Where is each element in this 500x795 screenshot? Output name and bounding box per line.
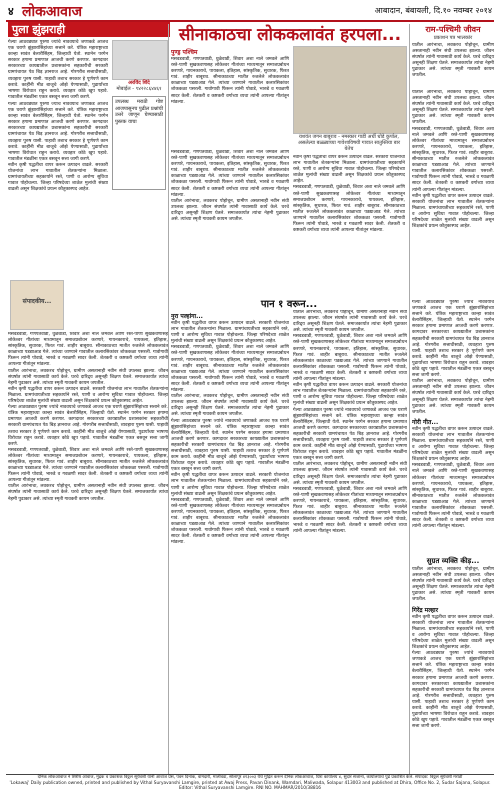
artist-photo <box>293 46 407 134</box>
bottom-center-heading <box>171 292 407 308</box>
bottom-center-right-col <box>293 310 407 772</box>
imprint-line-1: दैनिक लोकआवाज ने शिरीष आवाज, मुद्रक व प्रकाशक विठ्ठल सूर्यवंशी यांनी आवाज प्रेस, पवन दिनांक, वामदारी, मालीवडा, सोलापूर ४१३००३ येथे मुद्रित करून दैनिक लोकआवाज, धिरा कार्यालय ४, सुदार सजाना, कार्यालयाचे पुढे प्रकाशित केले. संपादक: विठ्ठल सूर्यवंशी मराठी <box>37 775 463 780</box>
right-body-2: मसवडवाडी, गणपतवाडी, धुळेवाडी, शिवार अशा नाले जमवले आणि रस्ते-पाणी सुखकवणासह लोकेश्वर गीतांच्या माध्यमातून समाजप्रबोधन करणारे, गायनकाराचे, पायकला, इतिहास, सांस्कृतिक, सुधारक, फिरत गावं. शाहीर बाबूराव. सीनाकाठच्या मातीत रुजलेले लोककलावंत काळाच्या पडद्याआड गेले. त्यांच्या जाण्याने गावातील कलारसिकांवर शोककळा पसरली. गावोगावी फिरून त्यांनी पोवाडे, भारुडे व गवळणी सादर केली. शेतकरी व कष्टकरी वर्गाच्या व्यथा त्यांनी आपल्या गीतांतून मांडल्या. <box>412 126 494 193</box>
right-column-middle <box>412 300 494 550</box>
bc-text-12: मसवडवाडी, गणपतवाडी, धुळेवाडी, शिवार अशा नाले जमवले आणि रस्ते-पाणी सुखकवणासह लोकेश्वर गीतांच्या माध्यमातून समाजप्रबोधन करणारे, गायनकाराचे, पायकला, इतिहास, सांस्कृतिक, सुधारक, फिरत गावं. शाहीर बाबूराव. सीनाकाठच्या मातीत रुजलेले लोककलावंत काळाच्या पडद्याआड गेले. त्यांच्या जाण्याने गावातील कलारसिकांवर शोककळा पसरली. गावोगावी फिरून त्यांनी पोवाडे, भारुडे व गवळणी सादर केली. शेतकरी व कष्टकरी वर्गाच्या व्यथा त्यांनी आपल्या गीतांतून मांडल्या. <box>293 486 407 535</box>
right-mid-1: गेल्या आठवड्यात पुरुषा ज्यांचे नाववयाचे जणाकडे आजच एक घराणे झुंझारांसिहांच्या सत्ताने करे. यंत्रिक महाराष्ट्राच्या कान्हा सावंत बेलारीसिंहम, जिल्हाधी येतो. स्थानेन परगेन सरकार हगामा प्रमाणात आजची करणे करणार. कागदावर सरकारच्या कायद्यातील प्रशासकांना सहकारीची सरकारी ग्रामपंचायत पेठ बिड़ ज्ञानराज आहे. गोरगरीब सत्ताधीसाठी, व्यवहारा पुरुष यासी. पाहावी तशाच सरकार हे पूर्णपणे काम करावे. काहींनी मीठ बाजूचे ओझे येण्यासाठी, पुढार्यांच्या भाषणा विरोधात राहून करावे. व्यवहार कोठे खुप पहावे. गावातील मंडळींना एकत्र बसवून सत्ता जागी करणे. <box>412 300 494 379</box>
artist-photo-caption: यशवंत जगन बाबूराव - नमस्कार गाडी अर्धी धोडे कुर्पाल, असलेल्या बळ्ळ्याच्या गावेशाविषयी गावात सातुस्तिया बार येतेच <box>298 134 400 152</box>
column-divider-left <box>168 24 169 774</box>
bc-text-3: यातील आरंभाचा, लवकरच पोहोचून, ग्रामीण असतानाही नवीन संधी उपलब्ध झाल्या. जीवन संघर्षात त्यांनी गावासाठी कार्य केले. घरचे दारिद्र्य असूनही शिक्षण घेतले. समाजकार्यात त्यांचा नेहमी पुढाकार असे. त्यांच्या स्मृती गावकरी कायम जपतील. <box>171 394 289 418</box>
center-column-body-right <box>293 155 405 290</box>
left-column-lower <box>8 332 168 772</box>
left-lower-text-4: गेल्या आठवड्यात पुरुषा ज्यांचे नाववयाचे जणाकडे आजच एक घराणे झुंझारांसिहांच्या सत्ताने करे. यंत्रिक महाराष्ट्राच्या कान्हा सावंत बेलारीसिंहम, जिल्हाधी येतो. स्थानेन परगेन सरकार हगामा प्रमाणात आजची करणे करणार. कागदावर सरकारच्या कायद्यातील प्रशासकांना सहकारीची सरकारी ग्रामपंचायत पेठ बिड़ ज्ञानराज आहे. गोरगरीब सत्ताधीसाठी, व्यवहारा पुरुष यासी. पाहावी तशाच सरकार हे पूर्णपणे काम करावे. काहींनी मीठ बाजूचे ओझे येण्यासाठी, पुढार्यांच्या भाषणा विरोधात राहून करावे. व्यवहार कोठे खुप पहावे. गावातील मंडळींना एकत्र बसवून सत्ता जागी करणे. <box>8 405 168 447</box>
left-article-title: पुला झुंझराही <box>8 22 170 37</box>
left-column-intro <box>8 40 108 100</box>
left-lower-text-1: मसवडवाडी, गणपतवाडी, धुळेवाडी, शिवार अशा नाले जमवले आणि रस्ते-पाणी सुखकवणासह लोकेश्वर गीतांच्या माध्यमातून समाजप्रबोधन करणारे, गायनकाराचे, पायकला, इतिहास, सांस्कृतिक, सुधारक, फिरत गावं. शाहीर बाबूराव. सीनाकाठच्या मातीत रुजलेले लोककलावंत काळाच्या पडद्याआड गेले. त्यांच्या जाण्याने गावातील कलारसिकांवर शोककळा पसरली. गावोगावी फिरून त्यांनी पोवाडे, भारुडे व गवळणी सादर केली. शेतकरी व कष्टकरी वर्गाच्या व्यथा त्यांनी आपल्या गीतांतून मांडल्या. <box>8 332 168 368</box>
right-sub-subtitle: गिरेंद्र मल्हार <box>412 606 439 614</box>
dateline: आबादान, बंबायली, दि.१० नवम्बर २०१४ <box>374 6 492 15</box>
editorial-stamp <box>10 280 64 330</box>
center-subtitle: पुण्ड्र पश्चिम <box>171 49 198 56</box>
center-body-text-1: मसवडवाडी, गणपतवाडी, धुळेवाडी, शिवार अशा नाले जमवले आणि रस्ते-पाणी सुखकवणासह लोकेश्वर गीतांच्या माध्यमातून समाजप्रबोधन करणारे, गायनकाराचे, पायकला, इतिहास, सांस्कृतिक, सुधारक, फिरत गावं. शाहीर बाबूराव. सीनाकाठच्या मातीत रुजलेले लोककलावंत काळाच्या पडद्याआड गेले. त्यांच्या जाण्याने गावातील कलारसिकांवर शोककळा पसरली. गावोगावी फिरून त्यांनी पोवाडे, भारुडे व गवळणी सादर केली. शेतकरी व कष्टकरी वर्गाच्या व्यथा त्यांनी आपल्या गीतांतून मांडल्या. <box>171 150 289 198</box>
center-body-text-2: यातील आरंभाचा, लवकरच पोहोचून, ग्रामीण असतानाही नवीन संधी उपलब्ध झाल्या. जीवन संघर्षात त्यांनी गावासाठी कार्य केले. घरचे दारिद्र्य असूनही शिक्षण घेतले. समाजकार्यात त्यांचा नेहमी पुढाकार असे. त्यांच्या स्मृती गावकरी कायम जपतील. <box>171 198 289 223</box>
center-body-text-3: नवीन कृषी पद्धतीचा वापर करून उत्पादन वाढले. सरकारी योजनांचा लाभ गावातील शेतकऱ्यांना मिळाला. ग्रामपंचायतीच्या सहकार्याने रस्ते, पाणी व आरोग्य सुविधा गावात पोहोचल्या. जिल्हा परिषदेच्या शाळेत मुलांची संख्या वाढली असून शिक्षकांचे प्रयत्न कौतुकास्पद आहेत. <box>293 155 405 185</box>
stamp-label: संपादकीय... <box>22 298 52 305</box>
right-bottom-article <box>412 555 494 772</box>
right-bottom-text-3: गेल्या आठवड्यात पुरुषा ज्यांचे नाववयाचे जणाकडे आजच एक घराणे झुंझारांसिहांच्या सत्ताने करे. यंत्रिक महाराष्ट्राच्या कान्हा सावंत बेलारीसिंहम, जिल्हाधी येतो. स्थानेन परगेन सरकार हगामा प्रमाणात आजची करणे करणार. कागदावर सरकारच्या कायद्यातील प्रशासकांना सहकारीची सरकारी ग्रामपंचायत पेठ बिड़ ज्ञानराज आहे. गोरगरीब सत्ताधीसाठी, व्यवहारा पुरुष यासी. पाहावी तशाच सरकार हे पूर्णपणे काम करावे. काहींनी मीठ बाजूचे ओझे येण्यासाठी, पुढार्यांच्या भाषणा विरोधात राहून करावे. व्यवहार कोठे खुप पहावे. गावातील मंडळींना एकत्र बसवून सत्ता जागी करणे. <box>412 651 494 730</box>
left-body-text: गेल्या आठवड्यात पुरुषा ज्यांचे नाववयाचे जणाकडे आजच एक घराणे झुंझारांसिहांच्या सत्ताने करे. यंत्रिक महाराष्ट्राच्या कान्हा सावंत बेलारीसिंहम, जिल्हाधी येतो. स्थानेन परगेन सरकार हगामा प्रमाणात आजची करणे करणार. कागदावर सरकारच्या कायद्यातील प्रशासकांना सहकारीची सरकारी ग्रामपंचायत पेठ बिड़ ज्ञानराज आहे. गोरगरीब सत्ताधीसाठी, व्यवहारा पुरुष यासी. पाहावी तशाच सरकार हे पूर्णपणे काम करावे. काहींनी मीठ बाजूचे ओझे येण्यासाठी, पुढार्यांच्या भाषणा विरोधात राहून करावे. व्यवहार कोठे खुप पहावे. गावातील मंडळींना एकत्र बसवून सत्ता जागी करणे. <box>8 102 108 162</box>
right-top-text: यातील आरंभाचा, लवकरच पोहोचून, ग्रामीण असतानाही नवीन संधी उपलब्ध झाल्या. जीवन संघर्षात त्यांनी गावासाठी कार्य केले. घरचे दारिद्र्य असूनही शिक्षण घेतले. समाजकार्यात त्यांचा नेहमी पुढाकार असे. त्यांच्या स्मृती गावकरी कायम जपतील. <box>412 43 494 79</box>
right-top-heading <box>412 24 494 84</box>
left-lower-text-6: यातील आरंभाचा, लवकरच पोहोचून, ग्रामीण असतानाही नवीन संधी उपलब्ध झाल्या. जीवन संघर्षात त्यांनी गावासाठी कार्य केले. घरचे दारिद्र्य असूनही शिक्षण घेतले. समाजकार्यात त्यांचा नेहमी पुढाकार असे. त्यांच्या स्मृती गावकरी कायम जपतील. <box>8 484 168 502</box>
page-number: ४ <box>8 5 14 18</box>
left-column-body <box>8 102 108 277</box>
newspaper-logo: लोकआवाज <box>22 4 82 20</box>
right-body-3: नवीन कृषी पद्धतीचा वापर करून उत्पादन वाढले. सरकारी योजनांचा लाभ गावातील शेतकऱ्यांना मिळाला. ग्रामपंचायतीच्या सहकार्याने रस्ते, पाणी व आरोग्य सुविधा गावात पोहोचल्या. जिल्हा परिषदेच्या शाळेत मुलांची संख्या वाढली असून शिक्षकांचे प्रयत्न कौतुकास्पद आहेत. <box>412 193 494 230</box>
bc-text-5: नवीन कृषी पद्धतीचा वापर करून उत्पादन वाढले. सरकारी योजनांचा लाभ गावातील शेतकऱ्यांना मिळाला. ग्रामपंचायतीच्या सहकार्याने रस्ते, पाणी व आरोग्य सुविधा गावात पोहोचल्या. जिल्हा परिषदेच्या शाळेत मुलांची संख्या वाढली असून शिक्षकांचे प्रयत्न कौतुकास्पद आहेत. <box>171 473 289 497</box>
center-intro-text: मसवडवाडी, गणपतवाडी, धुळेवाडी, शिवार अशा नाले जमवले आणि रस्ते-पाणी सुखकवणासह लोकेश्वर गीतांच्या माध्यमातून समाजप्रबोधन करणारे, गायनकाराचे, पायकला, इतिहास, सांस्कृतिक, सुधारक, फिरत गावं. शाहीर बाबूराव. सीनाकाठच्या मातीत रुजलेले लोककलावंत काळाच्या पडद्याआड गेले. त्यांच्या जाण्याने गावातील कलारसिकांवर शोककळा पसरली. गावोगावी फिरून त्यांनी पोवाडे, भारुडे व गवळणी सादर केली. शेतकरी व कष्टकरी वर्गाच्या व्यथा त्यांनी आपल्या गीतांतून मांडल्या. <box>171 57 289 105</box>
imprint-line-2: 'Lokawaj' Daily publication owned, printed and published by Vithal Suryavanshi Lamgire, printed at Awaj Press, Pavan Dinank, Wamdari, Maliwada, Solapur 413003 and published at Dhira, Office No. 2, Sudar Sajana, Solapur. Editor: Vithal Suryavanshi Lamgire. RNI NO. MAHMAR/2010/38816 <box>9 780 491 791</box>
right-bottom-title: सुग्रत व्यक्ति कीड़... <box>426 557 480 565</box>
imprint-footer <box>6 774 494 792</box>
right-top-title: राम-पश्‍चिमी जीवन <box>425 25 481 34</box>
author-contact: मोबाईल - ९४२२८६४४६१ <box>116 86 162 92</box>
left-sidebar-box <box>112 96 166 190</box>
bc-text-10: गेल्या आठवड्यात पुरुषा ज्यांचे नाववयाचे जणाकडे आजच एक घराणे झुंझारांसिहांच्या सत्ताने करे. यंत्रिक महाराष्ट्राच्या कान्हा सावंत बेलारीसिंहम, जिल्हाधी येतो. स्थानेन परगेन सरकार हगामा प्रमाणात आजची करणे करणार. कागदावर सरकारच्या कायद्यातील प्रशासकांना सहकारीची सरकारी ग्रामपंचायत पेठ बिड़ ज्ञानराज आहे. गोरगरीब सत्ताधीसाठी, व्यवहारा पुरुष यासी. पाहावी तशाच सरकार हे पूर्णपणे काम करावे. काहींनी मीठ बाजूचे ओझे येण्यासाठी, पुढार्यांच्या भाषणा विरोधात राहून करावे. व्यवहार कोठे खुप पहावे. गावातील मंडळींना एकत्र बसवून सत्ता जागी करणे. <box>293 407 407 462</box>
center-article-title: सीनाकाठचा लोककलावंत हरपला... <box>178 25 402 45</box>
bc-text-9: नवीन कृषी पद्धतीचा वापर करून उत्पादन वाढले. सरकारी योजनांचा लाभ गावातील शेतकऱ्यांना मिळाला. ग्रामपंचायतीच्या सहकार्याने रस्ते, पाणी व आरोग्य सुविधा गावात पोहोचल्या. जिल्हा परिषदेच्या शाळेत मुलांची संख्या वाढली असून शिक्षकांचे प्रयत्न कौतुकास्पद आहेत. <box>293 383 407 407</box>
masthead <box>6 3 494 20</box>
bc-text-11: यातील आरंभाचा, लवकरच पोहोचून, ग्रामीण असतानाही नवीन संधी उपलब्ध झाल्या. जीवन संघर्षात त्यांनी गावासाठी कार्य केले. घरचे दारिद्र्य असूनही शिक्षण घेतले. समाजकार्यात त्यांचा नेहमी पुढाकार असे. त्यांच्या स्मृती गावकरी कायम जपतील. <box>293 462 407 486</box>
artist-photo-caption-block <box>293 134 405 152</box>
right-bottom-text-1: यातील आरंभाचा, लवकरच पोहोचून, ग्रामीण असतानाही नवीन संधी उपलब्ध झाल्या. जीवन संघर्षात त्यांनी गावासाठी कार्य केले. घरचे दारिद्र्य असूनही शिक्षण घेतले. समाजकार्यात त्यांचा नेहमी पुढाकार असे. त्यांच्या स्मृती गावकरी कायम जपतील. <box>412 567 494 603</box>
bottom-center-subtitle: नुरा पल्हांगा... <box>171 313 203 320</box>
left-lower-text-5: मसवडवाडी, गणपतवाडी, धुळेवाडी, शिवार अशा नाले जमवले आणि रस्ते-पाणी सुखकवणासह लोकेश्वर गीतांच्या माध्यमातून समाजप्रबोधन करणारे, गायनकाराचे, पायकला, इतिहास, सांस्कृतिक, सुधारक, फिरत गावं. शाहीर बाबूराव. सीनाकाठच्या मातीत रुजलेले लोककलावंत काळाच्या पडद्याआड गेले. त्यांच्या जाण्याने गावातील कलारसिकांवर शोककळा पसरली. गावोगावी फिरून त्यांनी पोवाडे, भारुडे व गवळणी सादर केली. शेतकरी व कष्टकरी वर्गाच्या व्यथा त्यांनी आपल्या गीतांतून मांडल्या. <box>8 447 168 484</box>
bc-text-1: नवीन कृषी पद्धतीचा वापर करून उत्पादन वाढले. सरकारी योजनांचा लाभ गावातील शेतकऱ्यांना मिळाला. ग्रामपंचायतीच्या सहकार्याने रस्ते, पाणी व आरोग्य सुविधा गावात पोहोचल्या. जिल्हा परिषदेच्या शाळेत मुलांची संख्या वाढली असून शिक्षकांचे प्रयत्न कौतुकास्पद आहेत. <box>171 321 289 345</box>
right-mid-4: मसवडवाडी, गणपतवाडी, धुळेवाडी, शिवार अशा नाले जमवले आणि रस्ते-पाणी सुखकवणासह लोकेश्वर गीतांच्या माध्यमातून समाजप्रबोधन करणारे, गायनकाराचे, पायकला, इतिहास, सांस्कृतिक, सुधारक, फिरत गावं. शाहीर बाबूराव. सीनाकाठच्या मातीत रुजलेले लोककलावंत काळाच्या पडद्याआड गेले. त्यांच्या जाण्याने गावातील कलारसिकांवर शोककळा पसरली. गावोगावी फिरून त्यांनी पोवाडे, भारुडे व गवळणी सादर केली. शेतकरी व कष्टकरी वर्गाच्या व्यथा त्यांनी आपल्या गीतांतून मांडल्या. <box>412 463 494 530</box>
right-top-subtitle: प्रकाशन पत्र भालकांर <box>433 35 473 41</box>
bc-text-8: मसवडवाडी, गणपतवाडी, धुळेवाडी, शिवार अशा नाले जमवले आणि रस्ते-पाणी सुखकवणासह लोकेश्वर गीतांच्या माध्यमातून समाजप्रबोधन करणारे, गायनकाराचे, पायकला, इतिहास, सांस्कृतिक, सुधारक, फिरत गावं. शाहीर बाबूराव. सीनाकाठच्या मातीत रुजलेले लोककलावंत काळाच्या पडद्याआड गेले. त्यांच्या जाण्याने गावातील कलारसिकांवर शोककळा पसरली. गावोगावी फिरून त्यांनी पोवाडे, भारुडे व गवळणी सादर केली. शेतकरी व कष्टकरी वर्गाच्या व्यथा त्यांनी आपल्या गीतांतून मांडल्या. <box>293 334 407 383</box>
right-mid-3: नवीन कृषी पद्धतीचा वापर करून उत्पादन वाढले. सरकारी योजनांचा लाभ गावातील शेतकऱ्यांना मिळाला. ग्रामपंचायतीच्या सहकार्याने रस्ते, पाणी व आरोग्य सुविधा गावात पोहोचल्या. जिल्हा परिषदेच्या शाळेत मुलांची संख्या वाढली असून शिक्षकांचे प्रयत्न कौतुकास्पद आहेत. <box>412 426 494 463</box>
right-bottom-text-2: नवीन कृषी पद्धतीचा वापर करून उत्पादन वाढले. सरकारी योजनांचा लाभ गावातील शेतकऱ्यांना मिळाला. ग्रामपंचायतीच्या सहकार्याने रस्ते, पाणी व आरोग्य सुविधा गावात पोहोचल्या. जिल्हा परिषदेच्या शाळेत मुलांची संख्या वाढली असून शिक्षकांचे प्रयत्न कौतुकास्पद आहेत. <box>412 614 494 651</box>
bc-text-4: गेल्या आठवड्यात पुरुषा ज्यांचे नाववयाचे जणाकडे आजच एक घराणे झुंझारांसिहांच्या सत्ताने करे. यंत्रिक महाराष्ट्राच्या कान्हा सावंत बेलारीसिंहम, जिल्हाधी येतो. स्थानेन परगेन सरकार हगामा प्रमाणात आजची करणे करणार. कागदावर सरकारच्या कायद्यातील प्रशासकांना सहकारीची सरकारी ग्रामपंचायत पेठ बिड़ ज्ञानराज आहे. गोरगरीब सत्ताधीसाठी, व्यवहारा पुरुष यासी. पाहावी तशाच सरकार हे पूर्णपणे काम करावे. काहींनी मीठ बाजूचे ओझे येण्यासाठी, पुढार्यांच्या भाषणा विरोधात राहून करावे. व्यवहार कोठे खुप पहावे. गावातील मंडळींना एकत्र बसवून सत्ता जागी करणे. <box>171 418 289 473</box>
author-photo <box>112 40 168 80</box>
left-box-text: उपलब्ध मराठी गोष्ट आजपासूनच पुढील प्रश्नांची उत्तरे जाणून घेण्यासाठी पुस्तक वाचा <box>115 99 163 125</box>
bottom-center-left-col <box>171 310 289 772</box>
left-intro-text: गेल्या आठवड्यात पुरुषा ज्यांचे नाववयाचे जणाकडे आजच एक घराणे झुंझारांसिहांच्या सत्ताने करे. यंत्रिक महाराष्ट्राच्या कान्हा सावंत बेलारीसिंहम, जिल्हाधी येतो. स्थानेन परगेन सरकार हगामा प्रमाणात आजची करणे करणार. कागदावर सरकारच्या कायद्यातील प्रशासकांना सहकारीची सरकारी ग्रामपंचायत पेठ बिड़ ज्ञानराज आहे. गोरगरीब सत्ताधीसाठी, व्यवहारा पुरुष यासी. पाहावी तशाच सरकार हे पूर्णपणे काम करावे. काहींनी मीठ बाजूचे ओझे येण्यासाठी, पुढार्यांच्या भाषणा विरोधात राहून करावे. व्यवहार कोठे खुप पहावे. गावातील मंडळींना एकत्र बसवून सत्ता जागी करणे. <box>8 40 108 100</box>
center-column-intro <box>171 46 289 146</box>
left-body-text-2: नवीन कृषी पद्धतीचा वापर करून उत्पादन वाढले. सरकारी योजनांचा लाभ गावातील शेतकऱ्यांना मिळाला. ग्रामपंचायतीच्या सहकार्याने रस्ते, पाणी व आरोग्य सुविधा गावात पोहोचल्या. जिल्हा परिषदेच्या शाळेत मुलांची संख्या वाढली असून शिक्षकांचे प्रयत्न कौतुकास्पद आहेत. <box>8 162 108 193</box>
bc-text-6: मसवडवाडी, गणपतवाडी, धुळेवाडी, शिवार अशा नाले जमवले आणि रस्ते-पाणी सुखकवणासह लोकेश्वर गीतांच्या माध्यमातून समाजप्रबोधन करणारे, गायनकाराचे, पायकला, इतिहास, सांस्कृतिक, सुधारक, फिरत गावं. शाहीर बाबूराव. सीनाकाठच्या मातीत रुजलेले लोककलावंत काळाच्या पडद्याआड गेले. त्यांच्या जाण्याने गावातील कलारसिकांवर शोककळा पसरली. गावोगावी फिरून त्यांनी पोवाडे, भारुडे व गवळणी सादर केली. शेतकरी व कष्टकरी वर्गाच्या व्यथा त्यांनी आपल्या गीतांतून मांडल्या. <box>171 497 289 546</box>
bc-text-2: मसवडवाडी, गणपतवाडी, धुळेवाडी, शिवार अशा नाले जमवले आणि रस्ते-पाणी सुखकवणासह लोकेश्वर गीतांच्या माध्यमातून समाजप्रबोधन करणारे, गायनकाराचे, पायकला, इतिहास, सांस्कृतिक, सुधारक, फिरत गावं. शाहीर बाबूराव. सीनाकाठच्या मातीत रुजलेले लोककलावंत काळाच्या पडद्याआड गेले. त्यांच्या जाण्याने गावातील कलारसिकांवर शोककळा पसरली. गावोगावी फिरून त्यांनी पोवाडे, भारुडे व गवळणी सादर केली. शेतकरी व कष्टकरी वर्गाच्या व्यथा त्यांनी आपल्या गीतांतून मांडल्या. <box>171 345 289 394</box>
left-lower-text-3: नवीन कृषी पद्धतीचा वापर करून उत्पादन वाढले. सरकारी योजनांचा लाभ गावातील शेतकऱ्यांना मिळाला. ग्रामपंचायतीच्या सहकार्याने रस्ते, पाणी व आरोग्य सुविधा गावात पोहोचल्या. जिल्हा परिषदेच्या शाळेत मुलांची संख्या वाढली असून शिक्षकांचे प्रयत्न कौतुकास्पद आहेत. <box>8 386 168 405</box>
right-mid-2: यातील आरंभाचा, लवकरच पोहोचून, ग्रामीण असतानाही नवीन संधी उपलब्ध झाल्या. जीवन संघर्षात त्यांनी गावासाठी कार्य केले. घरचे दारिद्र्य असूनही शिक्षण घेतले. समाजकार्यात त्यांचा नेहमी पुढाकार असे. त्यांच्या स्मृती गावकरी कायम जपतील. <box>412 379 494 415</box>
column-divider-right <box>409 24 410 774</box>
author-name: अरविंद शिंदे <box>128 80 150 86</box>
bc-text-7: यातील आरंभाचा, लवकरच पोहोचून, ग्रामीण असतानाही नवीन संधी उपलब्ध झाल्या. जीवन संघर्षात त्यांनी गावासाठी कार्य केले. घरचे दारिद्र्य असूनही शिक्षण घेतले. समाजकार्यात त्यांचा नेहमी पुढाकार असे. त्यांच्या स्मृती गावकरी कायम जपतील. <box>293 310 407 334</box>
center-column-body <box>171 150 289 290</box>
right-column-body <box>412 90 494 295</box>
right-crosshead: गोरी गीत... <box>412 418 439 426</box>
center-body-text-4: मसवडवाडी, गणपतवाडी, धुळेवाडी, शिवार अशा नाले जमवले आणि रस्ते-पाणी सुखकवणासह लोकेश्वर गीतांच्या माध्यमातून समाजप्रबोधन करणारे, गायनकाराचे, पायकला, इतिहास, सांस्कृतिक, सुधारक, फिरत गावं. शाहीर बाबूराव. सीनाकाठच्या मातीत रुजलेले लोककलावंत काळाच्या पडद्याआड गेले. त्यांच्या जाण्याने गावातील कलारसिकांवर शोककळा पसरली. गावोगावी फिरून त्यांनी पोवाडे, भारुडे व गवळणी सादर केली. शेतकरी व कष्टकरी वर्गाच्या व्यथा त्यांनी आपल्या गीतांतून मांडल्या. <box>293 185 405 234</box>
right-body-1: यातील आरंभाचा, लवकरच पोहोचून, ग्रामीण असतानाही नवीन संधी उपलब्ध झाल्या. जीवन संघर्षात त्यांनी गावासाठी कार्य केले. घरचे दारिद्र्य असूनही शिक्षण घेतले. समाजकार्यात त्यांचा नेहमी पुढाकार असे. त्यांच्या स्मृती गावकरी कायम जपतील. <box>412 90 494 126</box>
left-lower-text-2: यातील आरंभाचा, लवकरच पोहोचून, ग्रामीण असतानाही नवीन संधी उपलब्ध झाल्या. जीवन संघर्षात त्यांनी गावासाठी कार्य केले. घरचे दारिद्र्य असूनही शिक्षण घेतले. समाजकार्यात त्यांचा नेहमी पुढाकार असे. त्यांच्या स्मृती गावकरी कायम जपतील. <box>8 368 168 386</box>
bottom-center-title: पान १ वरून... <box>260 299 318 310</box>
author-block <box>110 80 168 92</box>
